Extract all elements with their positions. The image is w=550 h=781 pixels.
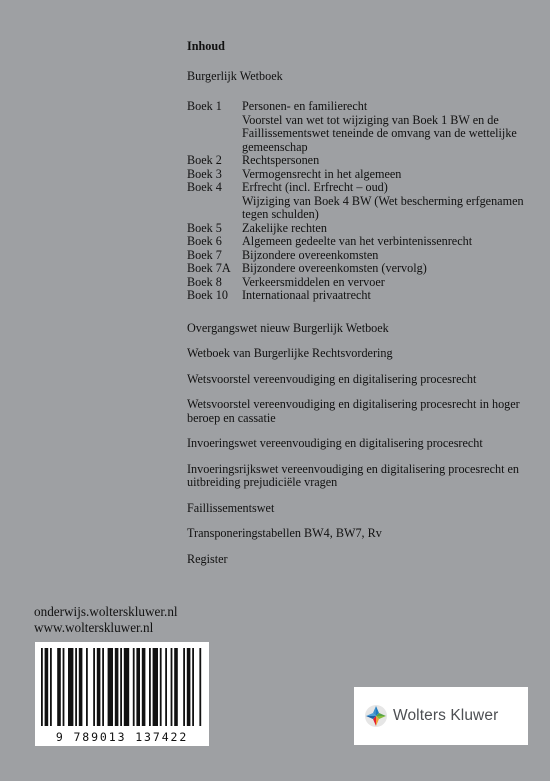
toc-section: Register <box>187 551 228 566</box>
wolters-kluwer-logo-icon <box>364 704 388 728</box>
book-title <box>242 235 527 249</box>
isbn-barcode <box>35 642 209 746</box>
website-links <box>34 604 178 636</box>
book-row <box>187 276 527 290</box>
book-title <box>242 154 527 168</box>
book-list <box>187 100 527 303</box>
book-row <box>187 181 527 222</box>
book-row <box>187 289 527 303</box>
toc-section: Wetsvoorstel vereenvoudiging en digitalisering procesrecht in hoger beroep en cassatie <box>187 397 520 425</box>
barcode-bar <box>192 648 194 726</box>
toc-bw-title: Burgerlijk Wetboek <box>187 68 283 83</box>
book-number: Boek 1 <box>187 99 222 113</box>
toc-section: Invoeringsrijkswet vereenvoudiging en digitalisering procesrecht en uitbreiding prejudiciële vragen <box>187 461 520 489</box>
toc-section: Wetboek van Burgerlijke Rechtsvordering <box>187 346 393 360</box>
book-title <box>242 262 527 276</box>
book-number: Boek 6 <box>187 234 222 248</box>
book-title-line: Vermogensrecht in het algemeen <box>242 166 402 181</box>
book-title-line: Personen- en familierecht <box>242 99 368 113</box>
book-row <box>187 100 527 154</box>
toc-section: Wetsvoorstel vereenvoudiging en digitalisering procesrecht <box>187 371 477 386</box>
barcode-bar <box>68 648 73 726</box>
barcode-bar <box>115 648 119 726</box>
barcode-bar <box>102 648 104 726</box>
book-number: Boek 5 <box>187 220 222 235</box>
book-title-line: Bijzondere overeenkomsten (vervolg) <box>242 261 427 275</box>
barcode-bar <box>57 648 61 726</box>
barcode-bar <box>79 648 83 726</box>
toc-section: Invoeringswet vereenvoudiging en digitalisering procesrecht <box>187 436 483 450</box>
book-title <box>242 222 527 236</box>
toc-section: Faillissementswet <box>187 500 275 515</box>
barcode-bar <box>124 648 129 726</box>
barcode-digits: 9 789013 137422 <box>55 730 189 744</box>
book-title-line: Algemeen gedeelte van het verbintenissenrecht <box>242 234 473 248</box>
book-title-line: Voorstel van wet tot wijziging van Boek 1 BW en de Faillissementswet teneinde de omvang van de wettelijke gemeenschap <box>242 112 517 154</box>
book-title-line: Erfrecht (incl. Erfrecht – oud) <box>242 180 388 194</box>
publisher-logo <box>354 687 528 745</box>
barcode-bar <box>153 648 158 726</box>
book-number: Boek 7 <box>187 247 222 262</box>
barcode-bar <box>199 648 201 726</box>
book-title <box>242 276 527 290</box>
toc-section: Overgangswet nieuw Burgerlijk Wetboek <box>187 320 389 335</box>
book-title-line: Zakelijke rechten <box>242 220 327 235</box>
book-number: Boek 4 <box>187 180 222 194</box>
book-row <box>187 222 527 236</box>
url-wolterskluwer[interactable]: www.wolterskluwer.nl <box>34 620 154 635</box>
book-number: Boek 7A <box>187 261 231 275</box>
barcode-bar <box>97 648 101 726</box>
book-number: Boek 2 <box>187 153 222 167</box>
barcode-bar <box>45 648 49 726</box>
toc-section: Transponeringstabellen BW4, BW7, Rv <box>187 526 382 540</box>
barcode-bar <box>63 648 65 726</box>
barcode-bar <box>136 648 140 726</box>
book-row <box>187 235 527 249</box>
book-row <box>187 262 527 276</box>
book-title-line: Bijzondere overeenkomsten <box>242 247 379 262</box>
barcode-bar <box>93 648 95 726</box>
barcode-bar <box>75 648 77 726</box>
barcode-bar <box>120 648 122 726</box>
book-title-line: Wijziging van Boek 4 BW (Wet bescherming erfgenamen tegen schulden) <box>242 193 524 221</box>
book-title <box>242 181 527 222</box>
book-title-line: Verkeersmiddelen en vervoer <box>242 274 385 289</box>
barcode-bar <box>108 648 113 726</box>
logo-text: Wolters Kluwer <box>393 707 499 724</box>
barcode-bar <box>41 648 43 726</box>
barcode-bar <box>165 648 167 726</box>
barcode-bar <box>183 648 185 726</box>
barcode-bar <box>50 648 52 726</box>
book-number: Boek 8 <box>187 274 222 289</box>
barcode-bar <box>171 648 173 726</box>
book-title <box>242 168 527 182</box>
book-row <box>187 168 527 182</box>
table-of-contents <box>187 40 527 578</box>
book-title <box>242 100 527 154</box>
book-title-line: Internationaal privaatrecht <box>242 288 371 302</box>
book-number: Boek 10 <box>187 288 228 302</box>
barcode-bar <box>160 648 162 726</box>
barcode-bar <box>174 648 178 726</box>
section-list <box>187 322 527 567</box>
book-number: Boek 3 <box>187 166 222 181</box>
url-onderwijs[interactable]: onderwijs.wolterskluwer.nl <box>34 604 178 619</box>
barcode-bar <box>133 648 135 726</box>
book-title <box>242 289 527 303</box>
book-title-line: Rechtspersonen <box>242 153 320 167</box>
barcode-bar <box>187 648 191 726</box>
toc-heading: Inhoud <box>187 39 225 53</box>
book-row <box>187 154 527 168</box>
barcode-bar <box>149 648 151 726</box>
book-title <box>242 249 527 263</box>
book-row <box>187 249 527 263</box>
barcode-bar <box>142 648 146 726</box>
barcode-bar <box>86 648 88 726</box>
